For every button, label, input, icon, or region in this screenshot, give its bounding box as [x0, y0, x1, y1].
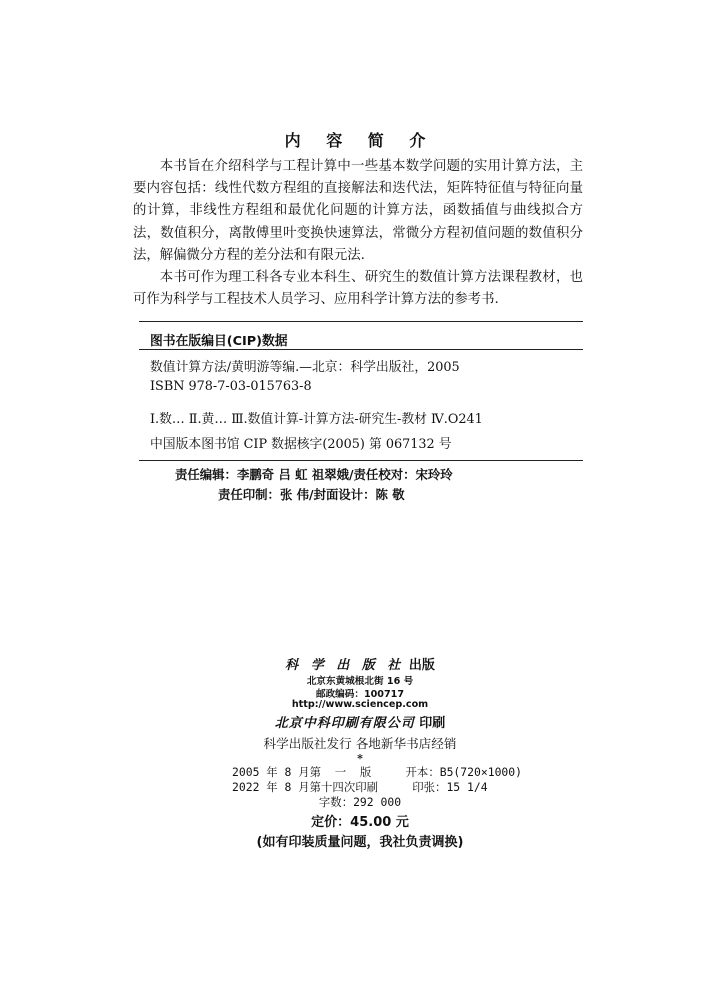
publisher-website: http://www.sciencep.com	[291, 699, 429, 710]
staff-production-line: 责任印制：张 伟/封面设计：陈 敬	[218, 487, 405, 502]
staff-editors-line: 责任编辑：李鹏奇 吕 虹 祖翠娥/责任校对：宋玲玲	[175, 467, 453, 482]
publisher-line	[0, 654, 720, 673]
page-title: 内 容 简 介	[284, 131, 436, 150]
cip-isbn-line: ISBN 978-7-03-015763-8	[150, 379, 312, 394]
content-summary	[133, 156, 583, 311]
cip-title-line: 数值计算方法/黄明游等编.—北京：科学出版社，2005	[150, 360, 460, 375]
summary-paragraph: 本书可作为理工科各专业本科生、研究生的数值计算方法课程教材，也可作为科学与工程技术人员学习、应用科学计算方法的参考书.	[133, 270, 583, 308]
price: 定价：45.00 元	[311, 815, 409, 830]
quality-note: (如有印装质量问题，我社负责调换)	[256, 835, 464, 850]
separator-star: *	[357, 752, 363, 765]
cip-bottom-rule	[139, 460, 583, 461]
publisher-logo-text: 科 学 出 版 社	[285, 658, 405, 673]
publisher-suffix: 出版	[408, 658, 435, 673]
publisher-address: 北京东黄城根北街 16 号	[306, 676, 414, 687]
cip-heading-rule	[139, 349, 583, 350]
printer-logo-text: 北京中科印刷有限公司	[274, 716, 415, 731]
cip-top-rule	[139, 321, 583, 322]
printer-line	[0, 712, 720, 731]
staff-credits	[175, 465, 453, 505]
cip-heading: 图书在版编目(CIP)数据	[150, 334, 288, 349]
cip-record-line: 中国版本图书馆 CIP 数据核字(2005) 第 067132 号	[150, 437, 452, 452]
edition-line: 2005 年 8 月第 一 版 开本：B5(720×1000)	[232, 765, 522, 779]
cip-classification-line: Ⅰ.数… Ⅱ.黄… Ⅲ.数值计算-计算方法-研究生-教材 Ⅳ.O241	[150, 412, 483, 427]
publisher-postcode: 邮政编码：100717	[315, 689, 405, 700]
printer-suffix: 印刷	[419, 716, 446, 731]
summary-paragraph: 本书旨在介绍科学与工程计算中一些基本数学问题的实用计算方法，主要内容包括：线性代数方程组的直接解法和迭代法，矩阵特征值与特征向量的计算，非线性方程组和最优化问题的计算方法，函数插值与曲线拟合方法，数值积分，离散傅里叶变换快速算法，常微分方程初值问题的数值积分法，解偏微分方程的差分法和有限元法.	[133, 159, 583, 263]
word-count-line: 字数：292 000	[318, 795, 402, 809]
printing-line: 2022 年 8 月第十四次印刷 印张：15 1/4	[232, 780, 488, 794]
distribution-line: 科学出版社发行 各地新华书店经销	[263, 736, 457, 751]
